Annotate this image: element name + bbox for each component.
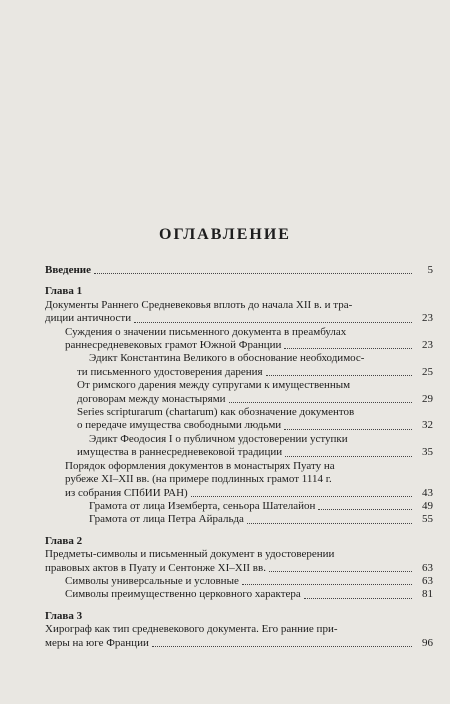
toc-entry-subsection [45, 500, 433, 513]
dot-leader [284, 429, 412, 430]
dot-leader [242, 584, 412, 585]
subsection-title: Грамота от лица Петра Айральда [89, 513, 244, 526]
subsection-title-line: От римского дарения между супругами к имущественным [77, 379, 351, 392]
section-title: Символы преимущественно церковного характера [65, 588, 301, 601]
toc-entry-chapter-1 [45, 312, 433, 325]
section-title-line: рубеже XI–XII вв. (на примере подлинных грамот 1114 г. [65, 473, 332, 486]
section-title-line: Порядок оформления документов в монастырях Пуату на [65, 459, 335, 472]
subsection-title-line: имущества в раннесредневековой традиции [77, 446, 283, 459]
chapter-3-title-line: меры на юге Франции [45, 636, 149, 649]
dot-leader [94, 273, 412, 274]
toc-entry-chapter-2 [45, 562, 433, 575]
toc-entry-intro [45, 264, 433, 277]
subsection-title-line: ти письменного удостоверения дарения [77, 365, 263, 378]
toc-entry-chapter-3 [45, 637, 433, 650]
section-title-line: Суждения о значении письменного документа в преамбулах [65, 325, 347, 338]
toc-entry-section [45, 575, 433, 588]
subsection-title: Грамота от лица Иземберта, сеньора Шателайон [89, 499, 316, 512]
toc-entry-subsection [45, 419, 433, 432]
page-number: 63 [422, 574, 433, 587]
page-number: 49 [422, 499, 433, 512]
dot-leader [134, 322, 412, 323]
subsection-title-line: Series scripturarum (chartarum) как обозначение документов [77, 406, 355, 419]
dot-leader [266, 375, 412, 376]
dot-leader [285, 456, 412, 457]
section-title-line: из собрания СПбИИ РАН) [65, 486, 188, 499]
subsection-title-line: о передаче имущества свободными людьми [77, 419, 282, 432]
toc-entry-subsection [45, 446, 433, 459]
page-number: 23 [422, 312, 433, 325]
page-title: ОГЛАВЛЕНИЕ [159, 226, 291, 243]
dot-leader [247, 523, 412, 524]
dot-leader [229, 402, 412, 403]
subsection-title-line: Эдикт Константина Великого в обоснование необходимос- [89, 352, 365, 365]
page-number: 63 [422, 561, 433, 574]
chapter-1-title-line: Документы Раннего Средневековья вплоть до начала XII в. и тра- [45, 298, 353, 311]
page-number: 96 [422, 636, 433, 649]
intro-label: Введение [45, 264, 92, 276]
toc-entry-section [45, 487, 433, 500]
table-of-contents [45, 264, 433, 650]
page-number: 43 [422, 486, 433, 499]
chapter-1-heading: Глава 1 [45, 285, 83, 298]
toc-entry-subsection [45, 366, 433, 379]
page-number: 5 [427, 264, 433, 276]
page-number: 81 [422, 588, 433, 601]
section-title: Символы универсальные и условные [65, 574, 239, 587]
dot-leader [152, 646, 412, 647]
chapter-3-title-line: Хирограф как тип средневекового документа. Его ранние при- [45, 623, 338, 636]
page-number: 55 [422, 513, 433, 526]
dot-leader [269, 571, 412, 572]
dot-leader [304, 598, 412, 599]
subsection-title-line: договорам между монастырями [77, 392, 226, 405]
chapter-1-title-line: диции античности [45, 312, 132, 325]
page-number: 29 [422, 392, 433, 405]
toc-entry-section [45, 339, 433, 352]
chapter-2-heading: Глава 2 [45, 534, 83, 547]
chapter-3-heading: Глава 3 [45, 609, 83, 622]
dot-leader [318, 509, 412, 510]
toc-entry-subsection [45, 393, 433, 406]
page-number: 23 [422, 339, 433, 352]
chapter-2-title-line: Предметы-символы и письменный документ в удостоверении [45, 548, 335, 561]
dot-leader [284, 348, 412, 349]
section-title-line: раннесредневековых грамот Южной Франции [65, 339, 282, 352]
toc-entry-section [45, 588, 433, 601]
chapter-2-title-line: правовых актов в Пуату и Сентонже XI–XII вв. [45, 561, 266, 574]
toc-entry-subsection [45, 513, 433, 526]
page-number: 35 [422, 446, 433, 459]
subsection-title-line: Эдикт Феодосия I о публичном удостоверении уступки [89, 432, 348, 445]
page-number: 32 [422, 419, 433, 432]
dot-leader [191, 496, 412, 497]
page-number: 25 [422, 365, 433, 378]
